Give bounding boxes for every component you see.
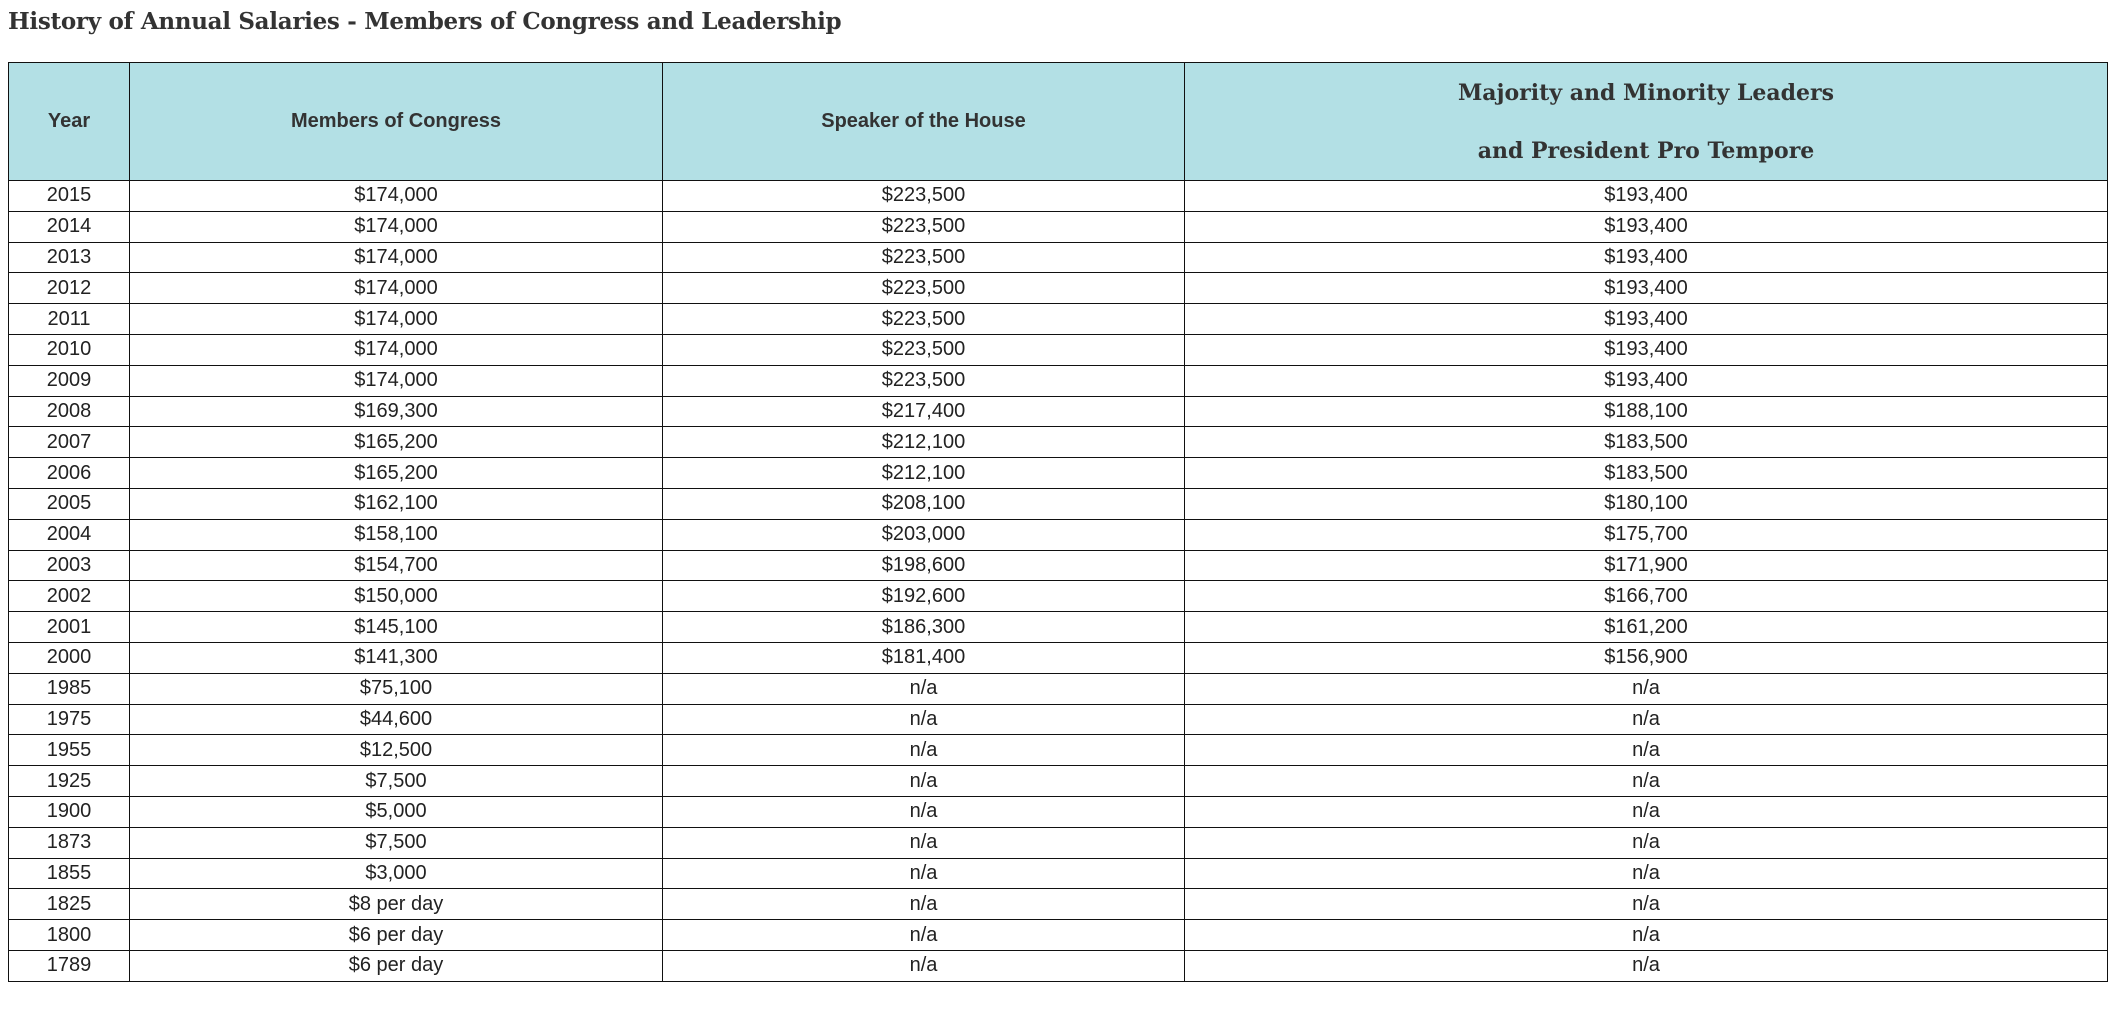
cell-members-of-congress: $174,000	[130, 304, 663, 335]
cell-speaker-of-the-house: $223,500	[663, 181, 1185, 212]
cell-leaders: n/a	[1185, 920, 2108, 951]
cell-leaders: $193,400	[1185, 365, 2108, 396]
table-row	[9, 642, 2108, 673]
cell-members-of-congress: $6 per day	[130, 920, 663, 951]
cell-members-of-congress: $169,300	[130, 396, 663, 427]
cell-leaders: $188,100	[1185, 396, 2108, 427]
cell-year: 1789	[9, 950, 130, 981]
cell-speaker-of-the-house: n/a	[663, 858, 1185, 889]
cell-leaders: n/a	[1185, 796, 2108, 827]
table-row	[9, 365, 2108, 396]
cell-leaders: $193,400	[1185, 242, 2108, 273]
cell-year: 1800	[9, 920, 130, 951]
cell-members-of-congress: $174,000	[130, 242, 663, 273]
table-row	[9, 673, 2108, 704]
page-title: History of Annual Salaries - Members of Congress and Leadership	[8, 8, 842, 35]
table-row	[9, 273, 2108, 304]
table-row	[9, 920, 2108, 951]
cell-leaders: n/a	[1185, 827, 2108, 858]
cell-year: 2009	[9, 365, 130, 396]
table-row	[9, 735, 2108, 766]
cell-year: 1975	[9, 704, 130, 735]
cell-members-of-congress: $174,000	[130, 334, 663, 365]
cell-members-of-congress: $174,000	[130, 181, 663, 212]
cell-members-of-congress: $44,600	[130, 704, 663, 735]
cell-year: 1873	[9, 827, 130, 858]
cell-leaders: $193,400	[1185, 273, 2108, 304]
cell-year: 2004	[9, 519, 130, 550]
cell-year: 1985	[9, 673, 130, 704]
table-row	[9, 242, 2108, 273]
cell-leaders: $193,400	[1185, 334, 2108, 365]
cell-leaders: $193,400	[1185, 211, 2108, 242]
cell-year: 2015	[9, 181, 130, 212]
header-leaders	[1185, 63, 2108, 181]
table-row	[9, 334, 2108, 365]
cell-year: 1855	[9, 858, 130, 889]
cell-year: 2013	[9, 242, 130, 273]
header-speaker-of-the-house: Speaker of the House	[663, 63, 1185, 181]
table-row	[9, 704, 2108, 735]
cell-speaker-of-the-house: $223,500	[663, 304, 1185, 335]
cell-speaker-of-the-house: n/a	[663, 920, 1185, 951]
cell-leaders: $183,500	[1185, 458, 2108, 489]
table-row	[9, 427, 2108, 458]
cell-speaker-of-the-house: n/a	[663, 735, 1185, 766]
cell-members-of-congress: $8 per day	[130, 889, 663, 920]
cell-leaders: $166,700	[1185, 581, 2108, 612]
cell-members-of-congress: $12,500	[130, 735, 663, 766]
cell-speaker-of-the-house: n/a	[663, 950, 1185, 981]
table-row	[9, 950, 2108, 981]
table-row	[9, 827, 2108, 858]
cell-leaders: $180,100	[1185, 488, 2108, 519]
cell-speaker-of-the-house: $223,500	[663, 211, 1185, 242]
table-body	[9, 181, 2108, 982]
cell-speaker-of-the-house: $208,100	[663, 488, 1185, 519]
cell-leaders: n/a	[1185, 673, 2108, 704]
salary-table	[8, 62, 2108, 982]
cell-speaker-of-the-house: $223,500	[663, 365, 1185, 396]
cell-members-of-congress: $174,000	[130, 273, 663, 304]
table-row	[9, 396, 2108, 427]
cell-speaker-of-the-house: $212,100	[663, 458, 1185, 489]
header-leaders-line2: and President Pro Tempore	[1477, 137, 1815, 164]
cell-year: 1825	[9, 889, 130, 920]
cell-leaders: n/a	[1185, 889, 2108, 920]
table-row	[9, 550, 2108, 581]
cell-members-of-congress: $165,200	[130, 458, 663, 489]
cell-speaker-of-the-house: $186,300	[663, 612, 1185, 643]
cell-members-of-congress: $158,100	[130, 519, 663, 550]
table-row	[9, 766, 2108, 797]
table-header-row	[9, 63, 2108, 181]
cell-year: 2006	[9, 458, 130, 489]
cell-leaders: n/a	[1185, 735, 2108, 766]
cell-members-of-congress: $145,100	[130, 612, 663, 643]
cell-year: 1925	[9, 766, 130, 797]
cell-members-of-congress: $141,300	[130, 642, 663, 673]
cell-members-of-congress: $162,100	[130, 488, 663, 519]
cell-year: 1900	[9, 796, 130, 827]
cell-members-of-congress: $154,700	[130, 550, 663, 581]
cell-speaker-of-the-house: $181,400	[663, 642, 1185, 673]
cell-year: 1955	[9, 735, 130, 766]
cell-year: 2005	[9, 488, 130, 519]
cell-members-of-congress: $75,100	[130, 673, 663, 704]
cell-speaker-of-the-house: $223,500	[663, 242, 1185, 273]
table-row	[9, 304, 2108, 335]
header-year: Year	[9, 63, 130, 181]
cell-speaker-of-the-house: n/a	[663, 796, 1185, 827]
cell-members-of-congress: $5,000	[130, 796, 663, 827]
cell-speaker-of-the-house: $223,500	[663, 273, 1185, 304]
table-row	[9, 488, 2108, 519]
table-row	[9, 181, 2108, 212]
table-row	[9, 858, 2108, 889]
cell-speaker-of-the-house: n/a	[663, 766, 1185, 797]
cell-year: 2011	[9, 304, 130, 335]
cell-speaker-of-the-house: n/a	[663, 704, 1185, 735]
table-row	[9, 211, 2108, 242]
cell-speaker-of-the-house: $198,600	[663, 550, 1185, 581]
cell-speaker-of-the-house: n/a	[663, 889, 1185, 920]
cell-members-of-congress: $6 per day	[130, 950, 663, 981]
table-row	[9, 796, 2108, 827]
cell-leaders: $161,200	[1185, 612, 2108, 643]
cell-members-of-congress: $165,200	[130, 427, 663, 458]
header-leaders-line1: Majority and Minority Leaders	[1457, 79, 1835, 106]
table-row	[9, 519, 2108, 550]
cell-year: 2002	[9, 581, 130, 612]
cell-speaker-of-the-house: $203,000	[663, 519, 1185, 550]
cell-leaders: n/a	[1185, 858, 2108, 889]
cell-speaker-of-the-house: n/a	[663, 673, 1185, 704]
cell-leaders: $171,900	[1185, 550, 2108, 581]
cell-members-of-congress: $174,000	[130, 365, 663, 396]
cell-leaders: n/a	[1185, 704, 2108, 735]
cell-leaders: $193,400	[1185, 304, 2108, 335]
cell-speaker-of-the-house: $212,100	[663, 427, 1185, 458]
cell-year: 2008	[9, 396, 130, 427]
table-row	[9, 889, 2108, 920]
header-members-of-congress: Members of Congress	[130, 63, 663, 181]
cell-year: 2000	[9, 642, 130, 673]
cell-leaders: $193,400	[1185, 181, 2108, 212]
cell-members-of-congress: $7,500	[130, 827, 663, 858]
cell-leaders: n/a	[1185, 950, 2108, 981]
cell-year: 2003	[9, 550, 130, 581]
cell-year: 2012	[9, 273, 130, 304]
cell-year: 2010	[9, 334, 130, 365]
cell-year: 2007	[9, 427, 130, 458]
cell-speaker-of-the-house: $223,500	[663, 334, 1185, 365]
table-row	[9, 612, 2108, 643]
cell-members-of-congress: $3,000	[130, 858, 663, 889]
cell-speaker-of-the-house: $217,400	[663, 396, 1185, 427]
cell-members-of-congress: $174,000	[130, 211, 663, 242]
cell-speaker-of-the-house: n/a	[663, 827, 1185, 858]
cell-speaker-of-the-house: $192,600	[663, 581, 1185, 612]
cell-members-of-congress: $7,500	[130, 766, 663, 797]
cell-leaders: $175,700	[1185, 519, 2108, 550]
table-row	[9, 581, 2108, 612]
cell-leaders: $156,900	[1185, 642, 2108, 673]
cell-leaders: $183,500	[1185, 427, 2108, 458]
cell-members-of-congress: $150,000	[130, 581, 663, 612]
cell-leaders: n/a	[1185, 766, 2108, 797]
cell-year: 2014	[9, 211, 130, 242]
cell-year: 2001	[9, 612, 130, 643]
table-row	[9, 458, 2108, 489]
